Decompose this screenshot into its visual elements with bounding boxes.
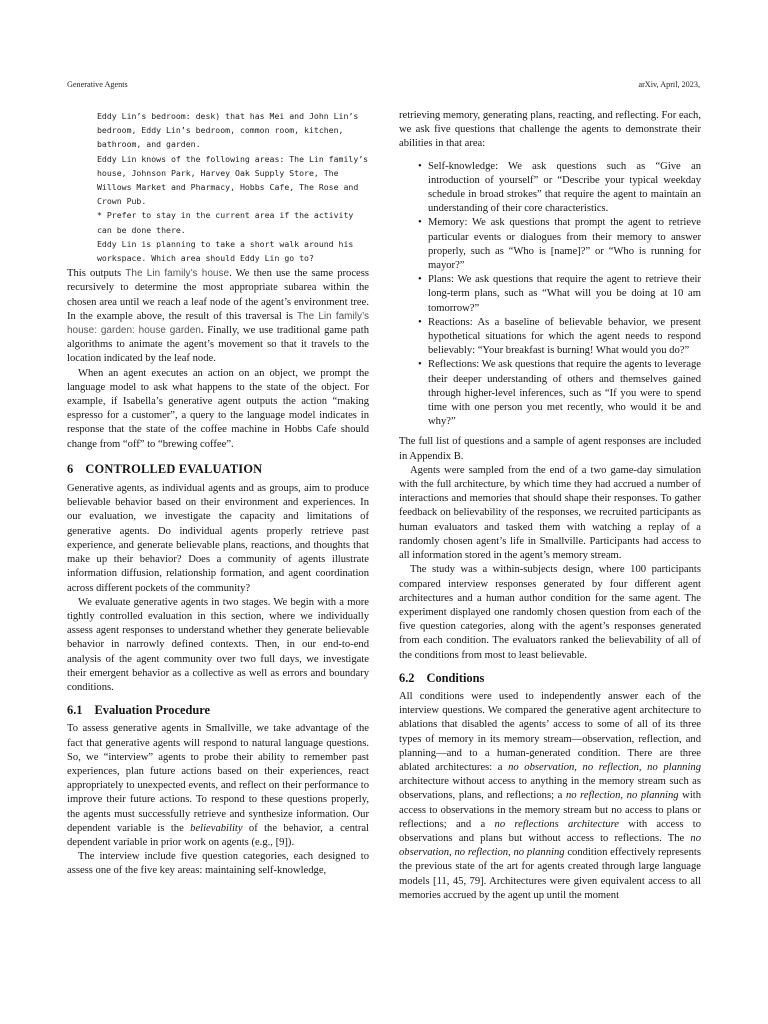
paragraph-eval-stages: We evaluate generative agents in two stages. We begin with a more tightly controlled evaluation in this section, where we individually assess agent responses to understand whether they generate believable behavior in narrowly defined contexts. Then, in our end-to-end analysis of the agent community over two full days, we investigate their emergent behavior as a collective as well as errors and boundary conditions. [67,596,369,693]
paragraph-sampling: Agents were sampled from the end of a two game-day simulation with the full architecture, by which time they had accrued a number of interactions and memories that should shape their responses. To gather feedback on believability of the responses, we recruited participants as human evaluators and tasked them with watching a replay of a randomly chosen agent’s life in Smallville. Participants had access to all information stored in the agent’s memory stream. [399,464,701,562]
list-item: • Reactions: As a baseline of believable behavior, we present hypothetical situations for which the agent needs to respond believably: “Your breakfast is burning! What would you do?” [428,316,701,359]
paragraph-appendix: The full list of questions and a sample of agent responses are included in Appendix B. [399,436,701,462]
list-item: • Memory: We ask questions that prompt the agent to retrieve particular events or dialogues from their memory to answer properly, such as “Who is [name]?” or “Who is running for mayor?” [428,216,701,273]
code-line: * Prefer to stay in the current area if the activity can be done there. [97,210,359,235]
list-item: • Self-knowledge: We ask questions such as “Give an introduction of yourself” or “Describe your typical weekday schedule in broad strokes” that require the agent to maintain an understanding of their core characteristics. [428,160,701,217]
running-header-title: Generative Agents [67,80,128,89]
paragraph-object-state: When an agent executes an action on an object, we prompt the language model to ask what happens to the state of the object. For example, if Isabella’s generative agent outputs the action “making espresso for a customer”, a query to the language model indicates in response that the state of the coffee machine in Hobbs Cafe should change from “off” to “brewing coffee”. [67,367,369,450]
subsection-heading-6-2: 6.2 Conditions [399,670,485,685]
left-column [67,109,374,879]
list-item: • Reflections: We ask questions that require the agents to leverage their deeper understanding of others and themselves gained through higher-level inferences, such as “If you were to spend time with one person you met recently, who would it be and why?” [428,358,701,429]
paragraph-traversal: This outputs The Lin family’s house. We then use the same process recursively to determine the most appropriate subarea within the chosen area until we reach a leaf node of the agent’s environment tree. In the example above, the result of this traversal is The Lin family’s house: garden: house garden. Finally, we use traditional game path algorithms to animate the agent’s movement so that it travels to the location indicated by the leaf node. [67,268,370,365]
subsection-heading-6-1: 6.1 Evaluation Procedure [67,703,211,718]
paragraph-procedure: To assess generative agents in Smallville, we take advantage of the fact that generative agents will respond to natural language questions. So, we “interview” agents to probe their ability to remember past experiences, plan future actions based on their experiences, react appropriately to unexpected events, and reflect on their performance to improve their future actions. To respond to these questions properly, the agents must successfully retrieve and synthesize information. Our dependent variable is the believability of the behavior, a central dependent variable in prior work on agents (e.g., [9]). [67,723,369,848]
paragraph-areas: retrieving memory, generating plans, reacting, and reflecting. For each, we ask five questions that challenge the agents to demonstrate their abilities in that area: [399,110,701,150]
prompt-code-block [67,109,374,265]
inline-location-ref: The Lin family’s house [125,268,230,280]
running-header-venue: arXiv, April, 2023, [638,80,700,89]
code-line: Eddy Lin’s bedroom: desk) that has Mei and John Lin’s [97,111,359,121]
right-column [399,109,701,903]
code-line: Eddy Lin is planning to take a short walk around his workspace. Which area should Eddy Lin go to? [97,238,359,264]
inline-location-ref: The Lin family’s house: garden: house garden [67,310,369,337]
paragraph-interview: The interview include five question categories, each designed to assess one of the five key areas: maintaining self-knowledge, [67,851,369,877]
list-item: • Plans: We ask questions that require the agent to retrieve their long-term plans, such as “What will you be doing at 10 am tomorrow?” [428,273,701,316]
paragraph-eval-intro: Generative agents, as individual agents and as groups, aim to produce believable behavior based on their environment and experiences. In our evaluation, we investigate the capacity and limitations of generative agents. Do individual agents properly retrieve past experience, and generate believable plans, reactions, and thoughts that make up their behavior? Does a community of agents illustrate information diffusion, relationship formation, and agent coordination across different pockets of the community? [67,483,369,594]
section-heading-6: 6 CONTROLLED EVALUATION [67,461,263,476]
question-category-list [399,160,701,430]
paragraph-study-design: The study was a within-subjects design, where 100 participants compared interview responses generated by four different agent architectures and a human author condition for the same agent. The experiment displayed one randomly chosen question from each of the five question categories, along with the agent’s responses generated from each condition. The evaluators ranked the believability of all of the conditions from most to least believable. [399,564,701,661]
paragraph-conditions: All conditions were used to independently answer each of the interview questions. We compared the generative agent architecture to ablations that disabled the agents’ access to some of all of its three types of memory in its memory stream—observation, reflection, and planning—and to a human-generated condition. There are three ablated architectures: a no observation, no reflection, no planning architecture without access to anything in the memory stream such as observations, plans, and reflections; a no reflection, no planning with access to observations in the memory stream but no access to plans or reflections; and a no reflections architecture with access to observations and plans but without access to reflections. The no observation, no reflection, no planning condition effectively represents the previous state of the art for agents created through large language models [11, 45, 79]. Architectures were given equivalent access to all memories accrued by the agent up until the moment [399,690,702,901]
code-line: Eddy Lin knows of the following areas: The Lin family’s house, Johnson Park, Harvey Oak Supply Store, The Willows Market and Pharmacy, Hobbs Cafe, The Rose and Crown Pub. [97,153,374,207]
code-line: bedroom, Eddy Lin’s bedroom, common room, kitchen, bathroom, and garden. [97,125,349,150]
